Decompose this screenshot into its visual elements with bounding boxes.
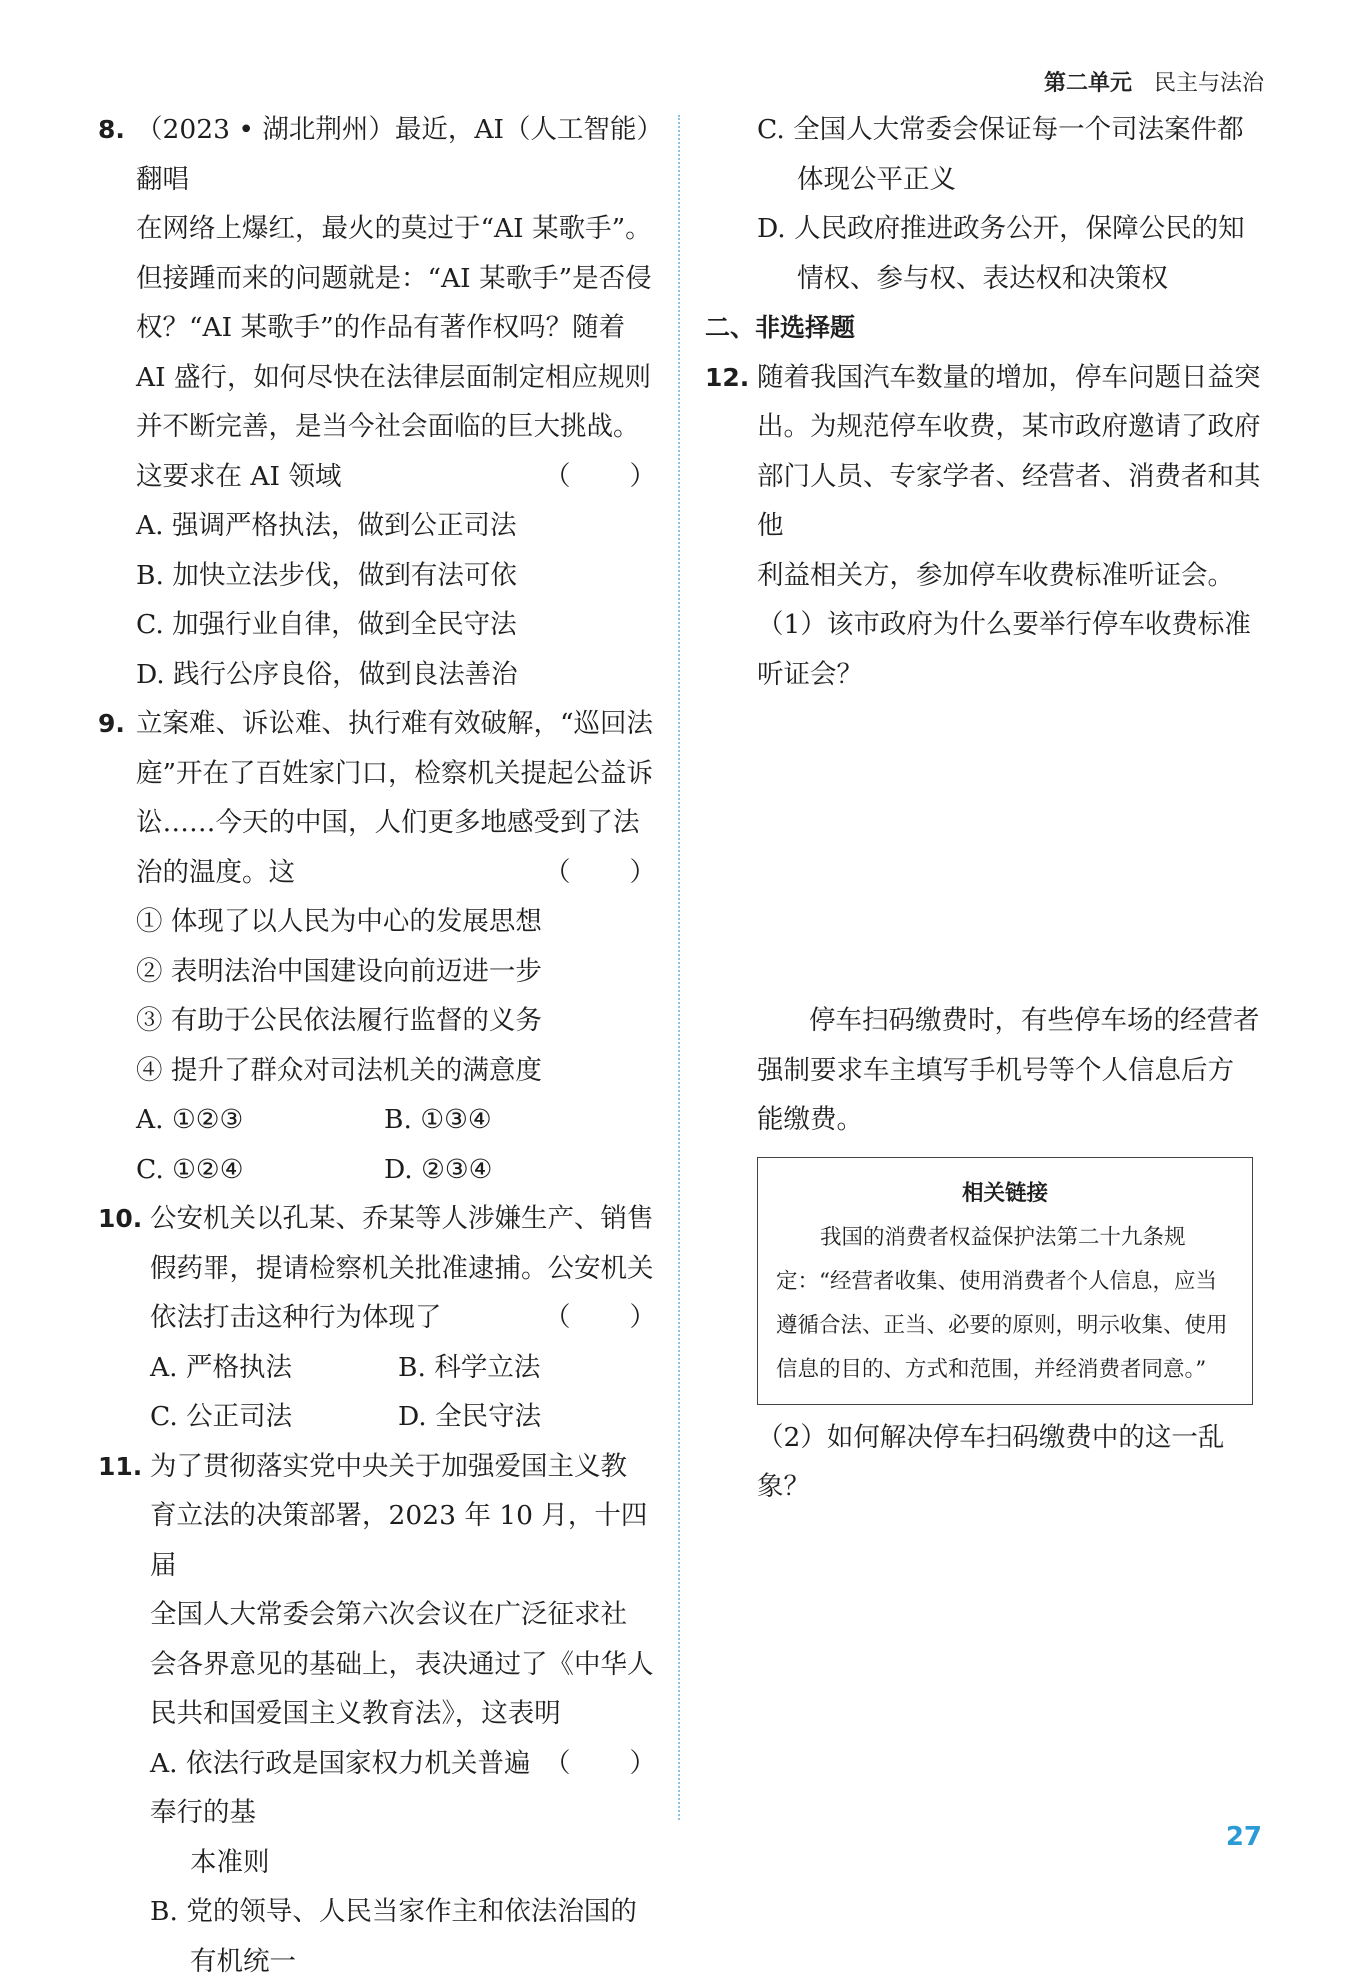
stem-line: 治的温度。这 （ ） [136, 848, 658, 898]
option: A. 依法行政是国家权力机关普遍奉行的基 本准则 [150, 1747, 531, 1878]
related-link-box [757, 1157, 1253, 1405]
option: A. ①②③ [136, 1104, 244, 1135]
statement-item: ④ 提升了群众对司法机关的满意度 [136, 1054, 542, 1086]
stem-line: 讼……今天的中国，人们更多地感受到了法 [136, 807, 640, 838]
stem-line: （2023 • 湖北荆州）最近，AI（人工智能）翻唱 [136, 114, 650, 195]
stem-line: 假药罪，提请检察机关批准逮捕。公安机关 [150, 1252, 654, 1284]
question-12 [705, 353, 1270, 601]
answer-paren: （ ） [544, 856, 658, 888]
question-11 [98, 1442, 658, 1779]
option: A. 强调严格执法，做到公正司法 [136, 510, 517, 541]
stem-line: 利益相关方，参加停车收费标准听证会。 [757, 559, 1234, 591]
scenario-paragraph: 停车扫码缴费时，有些停车场的经营者 强制要求车主填写手机号等个人信息后方 能缴费。 [757, 1005, 1260, 1135]
stem-line: 并不断完善，是当今社会面临的巨大挑战。 [136, 411, 640, 442]
option: D. ②③④ [384, 1153, 493, 1185]
option: D. 全民守法 [398, 1401, 542, 1432]
option-row [98, 1343, 658, 1393]
option: B. 党的领导、人民当家作主和依法治国的 有机统一 [150, 1896, 637, 1977]
option-row [98, 1095, 658, 1145]
stem-line: 全国人大常委会第六次会议在广泛征求社 [150, 1599, 627, 1630]
sub-question-2: （2）如何解决停车扫码缴费中的这一乱象？ [757, 1421, 1225, 1502]
stem-line: 出。为规范停车收费，某市政府邀请了政府 [757, 411, 1261, 442]
page-header [1044, 66, 1264, 97]
box-title: 相关链接 [961, 1180, 1048, 1206]
stem-line: 庭”开在了百姓家门口，检察机关提起公益诉 [136, 757, 654, 789]
stem-line: 立案难、诉讼难、执行难有效破解，“巡回法 [136, 708, 654, 739]
option-row [98, 1392, 658, 1442]
option: B. 科学立法 [398, 1351, 541, 1383]
column-divider [678, 115, 680, 1820]
question-8 [98, 105, 658, 501]
left-column [98, 105, 658, 1986]
option: D. 践行公序良俗，做到良法善治 [136, 658, 518, 690]
stem-line: 但接踵而来的问题就是：“AI 某歌手”是否侵 [136, 262, 652, 294]
option: B. ①③④ [384, 1104, 492, 1135]
box-line: 信息的目的、方式和范围，并经消费者同意。” [776, 1356, 1207, 1382]
stem-line: 随着我国汽车数量的增加，停车问题日益突 [757, 361, 1261, 393]
stem-line: 权？“AI 某歌手”的作品有著作权吗？随着 [136, 312, 626, 343]
option: D. 人民政府推进政务公开，保障公民的知 情权、参与权、表达权和决策权 [757, 213, 1245, 294]
page-number: 27 [1225, 1822, 1262, 1852]
stem-line: 公安机关以孔某、乔某等人涉嫌生产、销售 [150, 1203, 654, 1234]
question-number: 9. [98, 709, 125, 738]
question-number: 10. [98, 1204, 143, 1233]
sub-question-1: （1）该市政府为什么要举行停车收费标准 听证会？ [757, 609, 1251, 690]
stem-line: 部门人员、专家学者、经营者、消费者和其他 [757, 460, 1261, 541]
stem-line: 这要求在 AI 领域 （ ） [136, 452, 658, 502]
answer-paren: （ ） [544, 460, 658, 492]
answer-space [705, 699, 1270, 996]
stem-line: 民共和国爱国主义教育法》，这表明 （ ） [150, 1689, 658, 1739]
question-number: 11. [98, 1451, 143, 1481]
question-9 [98, 699, 658, 897]
section-heading: 二、非选择题 [705, 313, 856, 342]
box-line: 定：“经营者收集、使用消费者个人信息，应当 [776, 1268, 1217, 1294]
statement-item: ③ 有助于公民依法履行监督的义务 [136, 1005, 542, 1036]
stem-line: 依法打击这种行为体现了 （ ） [150, 1293, 658, 1343]
option: C. ①②④ [136, 1153, 244, 1185]
stem-line: 育立法的决策部署，2023 年 10 月，十四届 [150, 1500, 648, 1581]
answer-paren: （ ） [544, 1302, 658, 1333]
statement-item: ② 表明法治中国建设向前迈进一步 [136, 955, 542, 987]
option: C. 全国人大常委会保证每一个司法案件都 体现公平正义 [757, 114, 1244, 195]
question-10 [98, 1194, 658, 1343]
stem-line: 为了贯彻落实党中央关于加强爱国主义教 [150, 1450, 627, 1482]
right-column [705, 105, 1270, 1512]
unit-label: 第二单元 [1043, 71, 1132, 96]
stem-line: 在网络上爆红，最火的莫过于“AI 某歌手”。 [136, 213, 652, 244]
unit-title: 民主与法治 [1153, 71, 1264, 96]
option: A. 严格执法 [150, 1351, 292, 1383]
option: C. 公正司法 [150, 1401, 293, 1432]
box-line: 我国的消费者权益保护法第二十九条规 [820, 1224, 1186, 1250]
statement-item: ① 体现了以人民为中心的发展思想 [136, 906, 542, 937]
question-number: 12. [705, 362, 750, 392]
answer-paren: （ ） [544, 1747, 658, 1779]
option-row [98, 1145, 658, 1195]
stem-line: 会各界意见的基础上，表决通过了《中华人 [150, 1648, 654, 1680]
option: C. 加强行业自律，做到全民守法 [136, 609, 517, 640]
question-number: 8. [98, 115, 125, 144]
stem-line: AI 盛行，如何尽快在法律层面制定相应规则 [136, 361, 652, 393]
box-line: 遵循合法、正当、必要的原则，明示收集、使用 [776, 1312, 1228, 1338]
option: B. 加快立法步伐，做到有法可依 [136, 559, 517, 591]
